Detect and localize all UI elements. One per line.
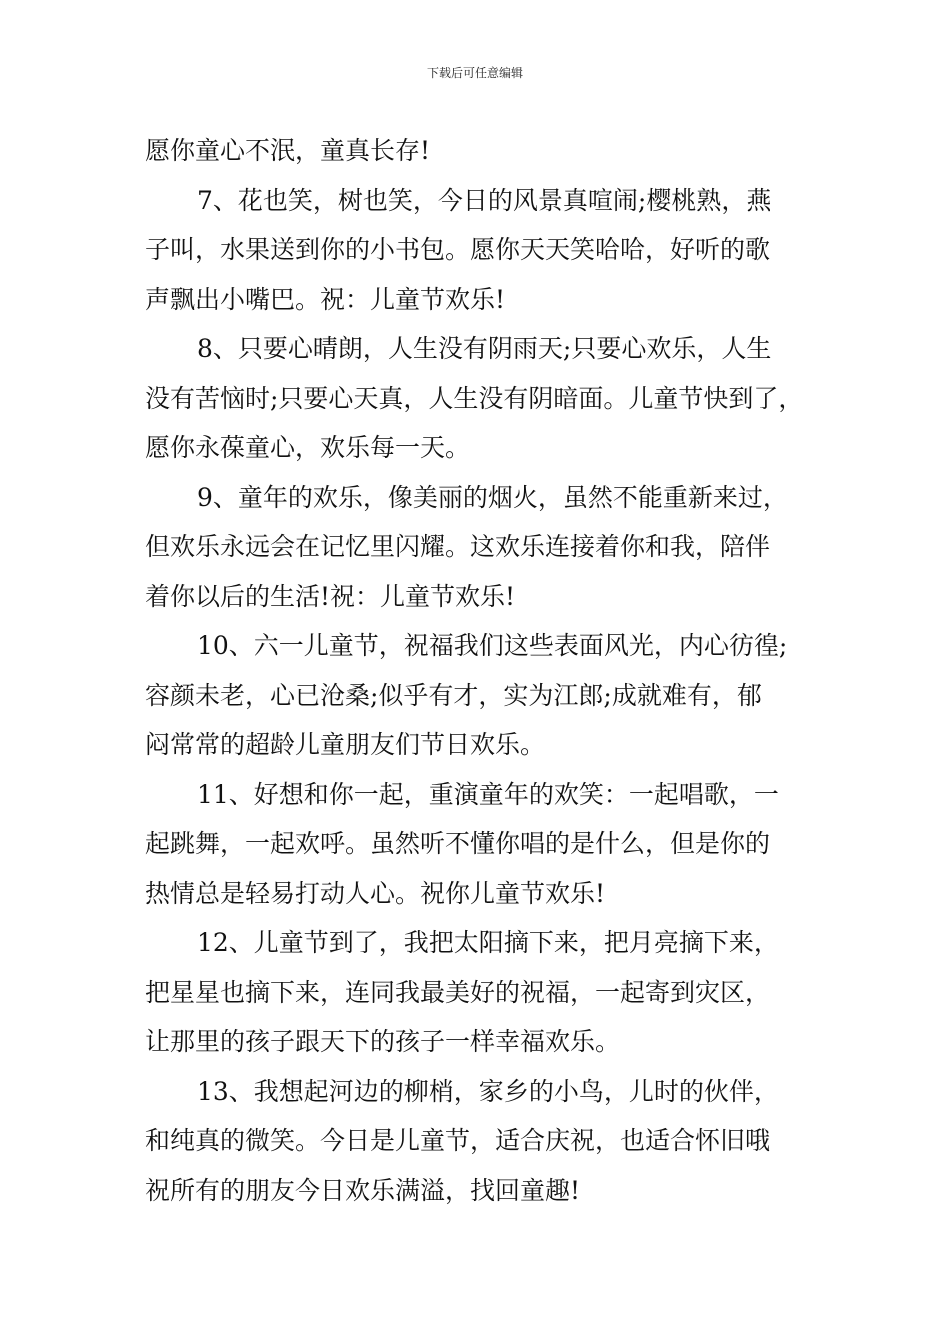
text-line: 祝所有的朋友今日欢乐满溢，找回童趣! — [145, 1175, 581, 1205]
text-line: 声飘出小嘴巴。祝：儿童节欢乐! — [145, 284, 506, 314]
paragraph-item-11 — [145, 770, 825, 919]
text-line: 着你以后的生活!祝：儿童节欢乐! — [145, 581, 516, 611]
paragraph-item-12 — [145, 918, 825, 1067]
paragraph-item-10 — [145, 621, 825, 770]
text-line: 7、花也笑，树也笑，今日的风景真喧闹;樱桃熟，燕 — [197, 185, 772, 215]
paragraph-item-9 — [145, 473, 825, 622]
text-line: 热情总是轻易打动人心。祝你儿童节欢乐! — [145, 878, 606, 908]
text-line: 但欢乐永远会在记忆里闪耀。这欢乐连接着你和我，陪伴 — [145, 532, 771, 561]
text-line: 10、六一儿童节，祝福我们这些表面风光，内心彷徨; — [197, 631, 788, 660]
text-line: 把星星也摘下来，连同我最美好的祝福，一起寄到灾区， — [145, 977, 771, 1007]
text-line: 愿你永葆童心，欢乐每一天。 — [145, 433, 471, 462]
text-line: 13、我想起河边的柳梢，家乡的小鸟，儿时的伙伴， — [197, 1076, 779, 1106]
text-line: 12、儿童节到了，我把太阳摘下来，把月亮摘下来， — [197, 928, 779, 957]
text-line: 起跳舞，一起欢呼。虽然听不懂你唱的是什么，但是你的 — [145, 829, 771, 858]
paragraph-item-8 — [145, 324, 825, 473]
paragraph-item-7 — [145, 176, 825, 325]
text-line: 没有苦恼时;只要心天真，人生没有阴暗面。儿童节快到了， — [145, 383, 804, 413]
text-line: 闷常常的超龄儿童朋友们节日欢乐。 — [145, 730, 546, 759]
paragraph-continuation — [145, 126, 825, 176]
page-header: 下载后可任意编辑 — [426, 66, 523, 80]
text-line: 愿你童心不泯，童真长存! — [145, 136, 431, 165]
document-body — [145, 126, 825, 1215]
text-line: 容颜未老，心已沧桑;似乎有才，实为江郎;成就难有，郁 — [145, 680, 762, 710]
text-line: 9、童年的欢乐，像美丽的烟火，虽然不能重新来过， — [197, 482, 788, 512]
text-line: 和纯真的微笑。今日是儿童节，适合庆祝，也适合怀旧哦 — [145, 1126, 771, 1155]
paragraph-item-13 — [145, 1067, 825, 1216]
text-line: 11、好想和你一起，重演童年的欢笑：一起唱歌，一 — [197, 779, 779, 809]
text-line: 让那里的孩子跟天下的孩子一样幸福欢乐。 — [145, 1027, 621, 1056]
text-line: 子叫，水果送到你的小书包。愿你天天笑哈哈，好听的歌 — [145, 235, 771, 264]
text-line: 8、只要心晴朗，人生没有阴雨天;只要心欢乐，人生 — [197, 334, 772, 363]
